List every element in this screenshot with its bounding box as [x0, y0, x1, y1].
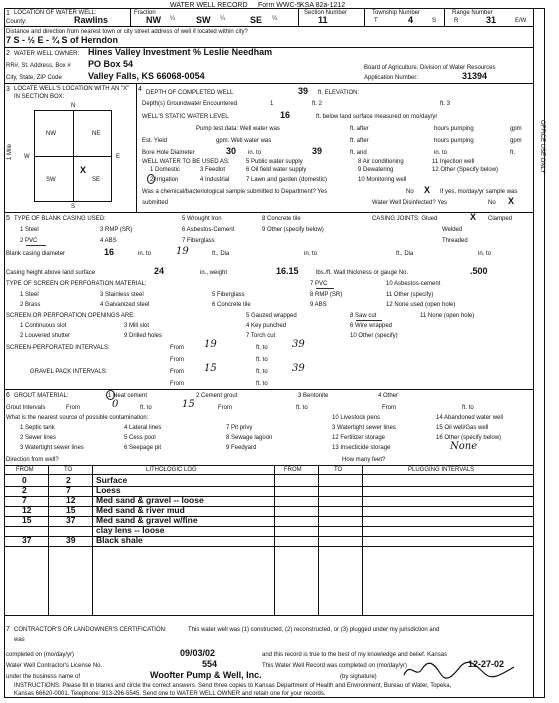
underline: [356, 320, 382, 321]
src-cesspool: 5 Cess pool: [124, 435, 156, 441]
cert-label: CONTRACTOR'S OR LANDOWNER'S CERTIFICATION:: [14, 627, 167, 633]
gp-ftto: ft. to: [256, 369, 268, 375]
log-cell-to: 15: [66, 505, 76, 515]
irrigation-circle: [147, 174, 155, 184]
ksa-number: KSA 82a-1212: [300, 2, 346, 9]
use-irrigation: 2 Irrigation: [150, 177, 179, 183]
bore-and: ft. and: [350, 150, 367, 156]
open-drilled: 6 Wire wrapped: [350, 323, 393, 329]
record-text: and this record is true to the best of my knowledge and belief. Kansas: [262, 652, 448, 658]
rule: [34, 156, 112, 157]
log-cell-to: 39: [66, 535, 76, 545]
form-title: WATER WELL RECORD: [170, 2, 248, 9]
quarter-mark-3: ¼: [272, 16, 278, 22]
use-monitor: 10 Monitoring well: [358, 177, 407, 183]
section-num-7: 7: [6, 626, 10, 633]
log-header-lithology: LITHOLOGIC LOG: [146, 467, 197, 473]
open-mill: 3 Mill slot: [124, 323, 150, 329]
log-header-from: FROM: [16, 467, 34, 473]
quad-sw: SW: [46, 177, 56, 183]
casing-threaded: Threaded: [442, 238, 468, 244]
use-ac: 8 Air conditioning: [358, 159, 404, 165]
grout-ft-from: From: [218, 405, 232, 411]
open-louvered: 2 Louvered shutter: [20, 333, 71, 339]
grout-to: 15: [182, 399, 195, 410]
diameter-ftdia: ft., Dia: [212, 251, 230, 257]
pump-label: Pump test data: Well water was: [196, 126, 280, 132]
form-number: Form WWC-5: [258, 2, 301, 9]
log-header-to-2: TO: [334, 467, 343, 473]
divider: [444, 8, 445, 26]
rule: [4, 26, 533, 27]
casing-asbestos: 6 Asbestos-Cement: [182, 227, 235, 233]
yield-mid: gpm: Well water was: [216, 138, 272, 144]
quarter-mark-1: ¼: [170, 16, 176, 22]
gauge-value: .500: [470, 266, 488, 276]
bore-in: in. to: [248, 150, 262, 156]
compass-n: N: [71, 103, 76, 109]
direction-label: Direction from well?: [6, 457, 59, 463]
address-value: PO Box 54: [88, 59, 134, 69]
casing-pvc: 2 PVC: [20, 238, 38, 244]
bore-inch-to: in. to: [434, 150, 448, 156]
log-header-from-2: FROM: [284, 467, 302, 473]
underline: [26, 245, 46, 246]
open-other: 10 Other (specify): [350, 333, 398, 339]
casing-fiberglass: 7 Fiberglass: [182, 238, 215, 244]
gp-from-label: From: [170, 369, 184, 375]
casing-clamped: Clamped: [488, 216, 513, 222]
instructions-2: Kansas 66620-0001. Telephone: 913-296-5545. Send one to WATER WELL OWNER and retain one for your records.: [14, 691, 326, 697]
yield-gpm: gpm: [510, 138, 522, 144]
plug-row-line: [274, 486, 533, 487]
scr-brass: 2 Brass: [20, 302, 41, 308]
plug-row-line: [274, 506, 533, 507]
township-t: T: [374, 18, 378, 24]
grout-label: GROUT MATERIAL:: [14, 393, 69, 399]
log-cell-desc: Loess: [96, 485, 121, 495]
distance-value: 7 S - ½ E - ¾ S of Herndon: [6, 35, 119, 45]
rule: [4, 389, 533, 390]
office-use-label: OFFICE USE ONLY: [539, 120, 545, 174]
log-row-line: [4, 486, 274, 487]
disinfect-no: No: [488, 200, 496, 206]
casing-other: 9 Other (specify below): [262, 227, 324, 233]
grout-ftto-2: ft. to: [296, 405, 308, 411]
office-use-divider: [533, 8, 534, 698]
application-value: 31394: [462, 71, 488, 81]
open-key: 9 Drilled holes: [124, 333, 163, 339]
use-public: 5 Public water supply: [246, 159, 303, 165]
completed-label: completed on (mo/day/yr): [6, 652, 75, 658]
divider: [136, 83, 137, 212]
diameter-to: 19: [176, 246, 189, 257]
casing-concrete: 8 Concrete tile: [262, 216, 301, 222]
open-none: 11 None (open hole): [420, 313, 475, 319]
grout-ftto-3: ft. to: [462, 405, 474, 411]
open-continuous: 1 Continuous slot: [20, 323, 67, 329]
chem-label: Was a chemical/bacteriological sample submitted to Department? Yes: [142, 189, 328, 195]
compass-e: E: [116, 154, 121, 160]
depth-label: DEPTH OF COMPLETED WELL: [146, 90, 234, 96]
casing-welded: Welded: [442, 227, 463, 233]
business-value: Woofter Pump & Well, Inc.: [150, 670, 262, 680]
gp-ftto-2: ft. to: [256, 381, 268, 387]
completed-record-label: This Water Well Record was completed on (mo/day/yr): [262, 663, 408, 669]
howmany-label: How many feet?: [342, 457, 386, 463]
quarter-mark-2: ¼: [220, 16, 226, 22]
weight-value: 16.15: [276, 266, 299, 276]
static-after: ft. below land surface measured on mo/day/yr: [316, 114, 438, 120]
grout-int-label: Grout Intervals: [6, 405, 46, 411]
scr-other: 11 Other (specify): [386, 292, 434, 298]
diameter-value: 16: [104, 247, 115, 257]
location-label: LOCATION OF WATER WELL:: [14, 10, 97, 16]
src-feedyard: 9 Feedyard: [226, 445, 257, 451]
diameter-label: Blank casing diameter: [6, 251, 66, 257]
grout-bentonite: 3 Bentonite: [298, 393, 329, 399]
height-value: 24: [154, 266, 165, 276]
submitted-label: submitted: [142, 200, 169, 206]
range-ew: E/W: [515, 18, 527, 24]
bore-ft: ft.: [510, 150, 516, 156]
diameter-ftdia2: ft., Dia: [396, 251, 414, 257]
divider: [48, 465, 49, 615]
grout-neat: 1 Neat cement: [108, 393, 148, 399]
log-cell-desc: Med sand & gravel -- loose: [96, 495, 204, 505]
section-number-label: Section Number: [304, 10, 348, 16]
open-wire: 4 Key punched: [246, 323, 287, 329]
address-label: RR#, St. Address, Box #: [6, 63, 71, 69]
quarter-2: SW: [196, 15, 211, 25]
log-header-plugging: PLUGGING INTERVALS: [408, 467, 475, 473]
log-cell-desc: Med sand & river mud: [96, 505, 185, 515]
src-lagoon: 8 Sewage lagoon: [226, 435, 273, 441]
log-cell-desc: Med sand & gravel w/fine: [96, 515, 198, 525]
src-watertight: 3 Watertight sewer lines: [20, 445, 84, 451]
screen-int-label: SCREEN-PERFORATED INTERVALS:: [6, 345, 110, 351]
plug-row-line: [274, 546, 533, 547]
depth-value: 39: [298, 86, 309, 96]
scr-asbestos: 10 Asbestos-cement: [386, 281, 441, 287]
yield-after: ft. after: [350, 138, 369, 144]
open-gauzed: 5 Gauzed wrapped: [246, 313, 297, 319]
casing-joints: CASING JOINTS: Glued: [372, 216, 438, 222]
log-cell-from: 2: [22, 485, 27, 495]
weight-label: in., weight: [200, 270, 228, 276]
well-mark-x: X: [80, 165, 87, 175]
scr-fiberglass: 5 Fiberglass: [212, 292, 245, 298]
license-label: Water Well Contractor's License No.: [6, 663, 103, 669]
casing-abs: 4 ABS: [100, 238, 117, 244]
bore-label: Bore Hole Diameter: [142, 150, 195, 156]
scr-concrete: 6 Concrete tile: [212, 302, 251, 308]
src-sewer: 2 Sewer lines: [20, 435, 57, 441]
use-other: 12 Other (Specify below): [432, 167, 499, 173]
bore-value: 30: [226, 146, 237, 156]
open-saw: 8 Saw cut: [350, 313, 377, 319]
scr-none: 12 None used (open hole): [386, 302, 456, 308]
scr-stainless: 3 Stainless steel: [100, 292, 144, 298]
log-cell-to: 12: [66, 495, 76, 505]
sp-from-label-2: From: [170, 357, 184, 363]
business-label: under the business name of: [6, 674, 81, 680]
use-lawn: 7 Lawn and garden (domestic): [246, 177, 328, 183]
static-value: 16: [280, 110, 291, 120]
casing-rmp: 3 RMP (SR): [100, 227, 133, 233]
src-septic: 1 Septic tank: [20, 425, 55, 431]
sp-ftto-2: ft. to: [256, 357, 268, 363]
section-num-4: 4: [138, 86, 142, 93]
range-value: 31: [486, 15, 497, 25]
grout-cement: 2 Cement grout: [196, 393, 238, 399]
quad-se: SE: [92, 177, 101, 183]
src-lateral: 4 Lateral lines: [124, 425, 162, 431]
log-cell-from: 15: [22, 515, 32, 525]
log-row-line: [4, 546, 274, 547]
rule: [4, 83, 533, 84]
log-cell-to: 7: [66, 485, 71, 495]
log-cell-from: 0: [22, 475, 27, 485]
use-industrial: 4 Industrial: [200, 177, 230, 183]
log-cell-desc: Black shale: [96, 535, 143, 545]
pump-hours: hours pumping: [434, 126, 474, 132]
gw-2: ft. 2: [312, 101, 323, 107]
divider: [318, 465, 319, 615]
section-num-1: 1: [6, 10, 10, 17]
section-num-6: 6: [6, 392, 10, 399]
static-label: WELL'S STATIC WATER LEVEL: [142, 114, 229, 120]
screen-material-label: TYPE OF SCREEN OR PERFORATION MATERIAL:: [6, 281, 147, 287]
bore-to: 39: [312, 146, 323, 156]
range-r: R: [454, 18, 459, 24]
gw-1: 1: [270, 101, 274, 107]
sp-from: 19: [204, 339, 217, 350]
signature: [400, 657, 520, 683]
completed-value: 09/03/02: [180, 648, 216, 658]
scr-pvc: 7 PVC: [310, 281, 328, 287]
by-signature: (by signature): [340, 674, 377, 680]
src-other-value: None: [450, 441, 478, 452]
scr-rmp: 8 RMP (SR): [310, 292, 343, 298]
use-injection: 11 Injection well: [432, 159, 475, 165]
chem-if: If yes, mo/day/yr sample was: [440, 189, 518, 195]
use-domestic: 1 Domestic: [150, 167, 181, 173]
instructions-1: INSTRUCTIONS: Please fill in blanks and circle the correct answers. Send three copies to Kansas Department of Health and Environment, Bureau of Water, Topeka,: [14, 683, 452, 689]
plug-row-line: [274, 526, 533, 527]
weight-after: lbs./ft. Wall thickness or gauge No.: [316, 270, 409, 276]
completed-record-value: 12-27-02: [468, 659, 505, 669]
disinfect-x: X: [508, 196, 515, 206]
range-label: Range Number: [452, 10, 493, 16]
distance-label: Distance and direction from nearest town or city street address of well if located within city?: [6, 29, 248, 35]
grout-ftto: ft. to: [140, 405, 152, 411]
grout-ft-from-2: From: [382, 405, 396, 411]
gw-3: ft. 3: [440, 101, 451, 107]
open-torch: 7 Torch cut: [246, 333, 276, 339]
divider: [274, 465, 275, 615]
divider: [364, 8, 365, 26]
license-value: 554: [202, 659, 218, 669]
plug-row-line: [274, 496, 533, 497]
src-fuel: 3 Watertight sewer lines: [332, 425, 396, 431]
scr-steel: 1 Steel: [20, 292, 39, 298]
use-label: WELL WATER TO BE USED AS:: [142, 159, 230, 165]
log-cell-desc: Surface: [96, 475, 128, 485]
county-label: County:: [6, 19, 27, 25]
fraction-label: Fraction: [134, 10, 156, 16]
log-cell-from: 7: [22, 495, 27, 505]
casing-steel: 1 Steel: [20, 227, 39, 233]
rule: [4, 212, 533, 213]
city-label: City, State, ZIP Code: [6, 75, 62, 81]
gravel-label: GRAVEL PACK INTERVALS:: [30, 369, 108, 375]
pump-gpm: gpm: [510, 126, 522, 132]
grout-from: 0: [112, 399, 119, 410]
divider: [298, 8, 299, 26]
section-number-value: 11: [318, 15, 328, 25]
src-insecticide: 13 Insecticide storage: [332, 445, 391, 451]
src-fertilizer: 12 Fertilizer storage: [332, 435, 386, 441]
yield-label: Est. Yield: [142, 138, 168, 144]
city-value: Valley Falls, KS 66068-0054: [88, 71, 205, 81]
use-dewater: 9 Dewatering: [358, 167, 394, 173]
gp-from: 15: [204, 363, 217, 374]
sp-ftto: ft. to: [256, 345, 268, 351]
township-value: 4: [408, 15, 414, 25]
divider: [362, 465, 363, 615]
board-label: Board of Agriculture, Division of Water Resources: [364, 65, 496, 71]
section-num-5: 5: [6, 215, 10, 222]
src-other: 16 Other (specify below): [436, 435, 502, 441]
casing-label: TYPE OF BLANK CASING USED:: [14, 216, 106, 222]
src-abandoned: 14 Abandoned water well: [436, 415, 504, 421]
section-num-2: 2: [6, 50, 10, 57]
plug-row-line: [274, 536, 533, 537]
sp-from-label: From: [170, 345, 184, 351]
log-cell-from: 12: [22, 505, 32, 515]
openings-label: SCREEN OR PERFORATION OPENINGS ARE:: [6, 313, 135, 319]
underline: [316, 288, 334, 289]
divider: [92, 465, 93, 615]
quarter-1: NW: [146, 15, 161, 25]
src-oilgas: 15 Oil well/Gas well: [436, 425, 489, 431]
groundwater-label: Depth(s) Groundwater Encountered: [142, 101, 238, 107]
diameter-in-to3: in. to: [478, 251, 492, 257]
quad-ne: NE: [92, 131, 101, 137]
log-header-to: TO: [64, 467, 73, 473]
yield-hours: hours pumping: [434, 138, 474, 144]
disinfect-label: Water Well Disinfected? Yes: [372, 200, 448, 206]
divider: [130, 8, 131, 26]
log-cell-from: 37: [22, 535, 32, 545]
township-label: Township Number: [372, 10, 421, 16]
chem-no: No: [406, 189, 414, 195]
compass-s: S: [71, 204, 76, 210]
owner-label: WATER WELL OWNER:: [14, 51, 80, 57]
log-cell-to: 2: [66, 475, 71, 485]
locate-label: LOCATE WELL'S LOCATION WITH AN "X" IN SECTION BOX:: [14, 86, 130, 100]
application-label: Application Number:: [364, 75, 419, 81]
rule: [4, 615, 533, 616]
use-oil: 6 Oil field water supply: [246, 167, 307, 173]
township-s: S: [432, 18, 437, 24]
src-privy: 7 Pit privy: [226, 425, 253, 431]
gp-to: 39: [292, 363, 305, 374]
src-seepage: 6 Seepage pit: [124, 445, 162, 451]
pump-after: ft. after: [350, 126, 369, 132]
cert-text: This water well was (1) constructed, (2) reconstructed, or (3) plugged under my jurisdiction and: [188, 627, 440, 633]
compass-w: W: [24, 154, 30, 160]
owner-value: Hines Valley Investment % Leslie Needham: [88, 47, 273, 57]
src-livestock: 10 Livestock pens: [332, 415, 381, 421]
log-cell-to: 37: [66, 515, 76, 525]
elevation-label: ft. ELEVATION:: [318, 90, 360, 96]
cert-was: was: [14, 637, 25, 643]
section-num-3: 3: [6, 86, 10, 93]
quarter-3: SE: [250, 15, 263, 25]
height-label: Casing height above land surface: [6, 270, 96, 276]
scr-galvanized: 4 Galvanized steel: [100, 302, 150, 308]
county-value: Rawlins: [74, 15, 109, 25]
log-cell-desc: clay lens -- loose: [96, 525, 165, 535]
diameter-in-to2: in. to: [304, 251, 318, 257]
plug-row-line: [274, 516, 533, 517]
chem-x: X: [424, 185, 431, 195]
quad-nw: NW: [46, 131, 56, 137]
grout-other: 4 Other: [378, 393, 399, 399]
casing-wrought: 5 Wrought Iron: [182, 216, 222, 222]
use-feedlot: 3 Feedlot: [200, 167, 226, 173]
gp-from-label-2: From: [170, 381, 184, 387]
diameter-in-to: in. to: [138, 251, 152, 257]
scr-abs: 9 ABS: [310, 302, 327, 308]
source-label: What is the nearest source of possible contamination:: [6, 415, 149, 421]
sp-to: 39: [292, 339, 305, 350]
mile-label: 1 Mile: [7, 143, 13, 160]
grout-from-label: From: [66, 405, 80, 411]
joints-x: X: [470, 212, 477, 222]
